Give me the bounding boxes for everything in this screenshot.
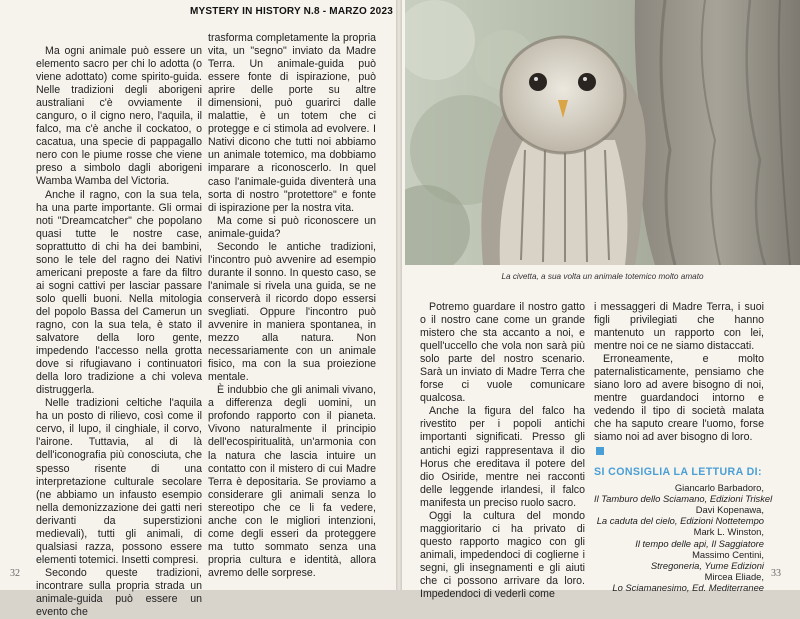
paragraph: Secondo queste tradizioni, incontrare sulla propria strada un animale-guida può essere un evento che xyxy=(36,566,202,619)
reading-list-line: Il Tamburo dello Sciamano, Edizioni Triskel xyxy=(594,492,773,504)
reading-list-line: Mircea Eliade, xyxy=(704,571,764,583)
column-4 xyxy=(594,301,773,594)
paragraph: Ma ogni animale può essere un elemento sacro per chi lo adotta (o viene adottato) come spirito-guida. Nelle tradizioni degli aborigeni australiani c'è ovviamente il canguro, o il cigno nero, l'aquila, il falco, ma c'è anche il cockatoo, o cacatua, una specie di pappagallo nero con le piume rosse che viene preso a simbolo dagli aborigeni Wamba Wamba del Victoria. xyxy=(36,45,202,188)
end-of-article-mark xyxy=(596,447,604,455)
paragraph: Anche la figura del falco ha rivestito per i popoli antichi importanti significati. Presso gli antichi egizi rappresentava il dio Horus che ereditava il potere del dio Osiride, mentre nei racconti delle leggende irlandesi, il falco manifesta un preciso ruolo sacro. xyxy=(420,405,585,509)
paragraph: Nelle tradizioni celtiche l'aquila ha un posto di rilievo, così come il cervo, il lupo, il cinghiale, il corvo, l'airone. Tuttavia, al di là dell'iconografia più conosciuta, che spesso risente di una interpretazione culturale secolare (ne abbiamo un infausto esempio nella demonizzazione dei gatti neri derivanti da superstizioni medievali), tutti gli animali, di qualsiasi razza, possono essere elementi totemici. Insetti compresi. xyxy=(36,397,202,566)
page-number-left: 32 xyxy=(10,568,20,579)
paragraph: Oggi la cultura del mondo maggioritario ci ha privato di questo rapporto magico con gli animali, impedendoci di coglierne i segni, gli insegnamenti e gli aiuti che ci possono arrivare da loro. Impedendoci di vederli come xyxy=(420,509,585,601)
paragraph: i messaggeri di Madre Terra, i suoi figli privilegiati che hanno mantenuto un rapporto con lei, mentre noi ce ne siamo distaccati. xyxy=(594,301,764,353)
paragraph: Anche il ragno, con la sua tela, ha una parte importante. Gli ormai noti "Dreamcatcher" che popolano quasi tutte le nostre case, soprattutto di chi ha dei bambini, sono le tele del ragno dei Nativi americani preposte a fare da filtro ai sogni cattivi per lasciar passare solo quelli buoni. Nella mitologia del popolo Bassa del Camerun un ragno, con la sua tela, è stato il salvatore della loro gente, impedendo l'accesso nella grotta dove si rifugiavano i continuatori della loro tradizione a chi voleva distruggerla. xyxy=(36,188,202,397)
column-3 xyxy=(420,301,585,601)
reading-list-line: Giancarlo Barbadoro, xyxy=(674,481,764,493)
photo-caption: La civetta, a sua volta un animale totemico molto amato xyxy=(501,272,704,281)
reading-list-line: Il tempo delle api, Il Saggiatore xyxy=(635,537,764,549)
paragraph: Ma come si può riconoscere un animale-guida? xyxy=(208,214,376,240)
column-1 xyxy=(36,45,202,619)
paragraph: Erroneamente, e molto paternalisticamente, pensiamo che siano loro ad avere bisogno di noi, mentre guardandoci intorno e vedendo il tipo di società malata che ha saputo creare l'uomo, forse siamo noi ad aver bisogno di loro. xyxy=(594,353,764,444)
reading-list-line: Lo Sciamanesimo, Ed. Mediterranee xyxy=(612,582,764,594)
column-2 xyxy=(208,32,376,580)
paragraph: trasforma completamente la propria vita, un "segno" inviato da Madre Terra. Un animale-guida può essere fonte di ispirazione, può aprire delle porte su altre dimensioni, può guarirci dalle malattie, è un totem che ci protegge e ci stimola ad evolvere. I Nativi dicono che tutti noi abbiamo un animale totemico, ma dobbiamo imparare a riconoscerlo. In quel caso l'animale-guida diventerà una sorta di nostro "protettore" e fonte di ispirazione per la nostra vita. xyxy=(208,32,376,214)
reading-list-line: Mark L. Winston, xyxy=(693,526,764,538)
reading-list xyxy=(594,481,773,594)
paragraph: Secondo le antiche tradizioni, l'incontro può avvenire ad esempio durante il sonno. In questo caso, se l'animale si rivela una guida, se ne conserverà il ricordo dopo essersi svegliati. Oppure l'incontro può avvenire in maniera spontanea, in mezzo alla natura. Non necessariamente con un animale fisico, ma con la sua proiezione mentale. xyxy=(208,240,376,384)
reading-list-title: SI CONSIGLIA LA LETTURA DI: xyxy=(594,465,762,478)
reading-list-line: Stregoneria, Yume Edizioni xyxy=(650,560,764,572)
reading-list-line: Davi Kopenawa, xyxy=(695,504,764,516)
paragraph: Potremo guardare il nostro gatto o il nostro cane come un grande mistero che sta accanto a noi, e quell'uccello che vola non sarà più solo parte del nostro scenario. Sarà un inviato di Madre Terra che forse ci vuole comunicare qualcosa. xyxy=(420,301,585,405)
reading-list-line: La caduta del cielo, Edizioni Nottetempo xyxy=(596,515,764,527)
running-header: MYSTERY IN HISTORY N.8 - MARZO 2023 xyxy=(190,6,393,17)
reading-list-line: Massimo Centini, xyxy=(692,548,764,560)
owl-photo xyxy=(405,0,800,265)
page-number-right: 33 xyxy=(771,568,781,579)
paragraph: È indubbio che gli animali vivano, a differenza degli uomini, un profondo rapporto con il pianeta. Vivono naturalmente il principio dell'ecospiritualità, un'armonia con la natura che lascia intuire un contatto con il mistero di cui Madre Terra è depositaria. Se proviamo a considerare gli animali senza lo stereotipo che ce li fa vedere, anche con le migliori intenzioni, come degli esseri da proteggere ma tutto sommato senza una propria cultura e identità, allora avremo delle sorprese. xyxy=(208,384,376,579)
page-gutter xyxy=(396,0,402,590)
